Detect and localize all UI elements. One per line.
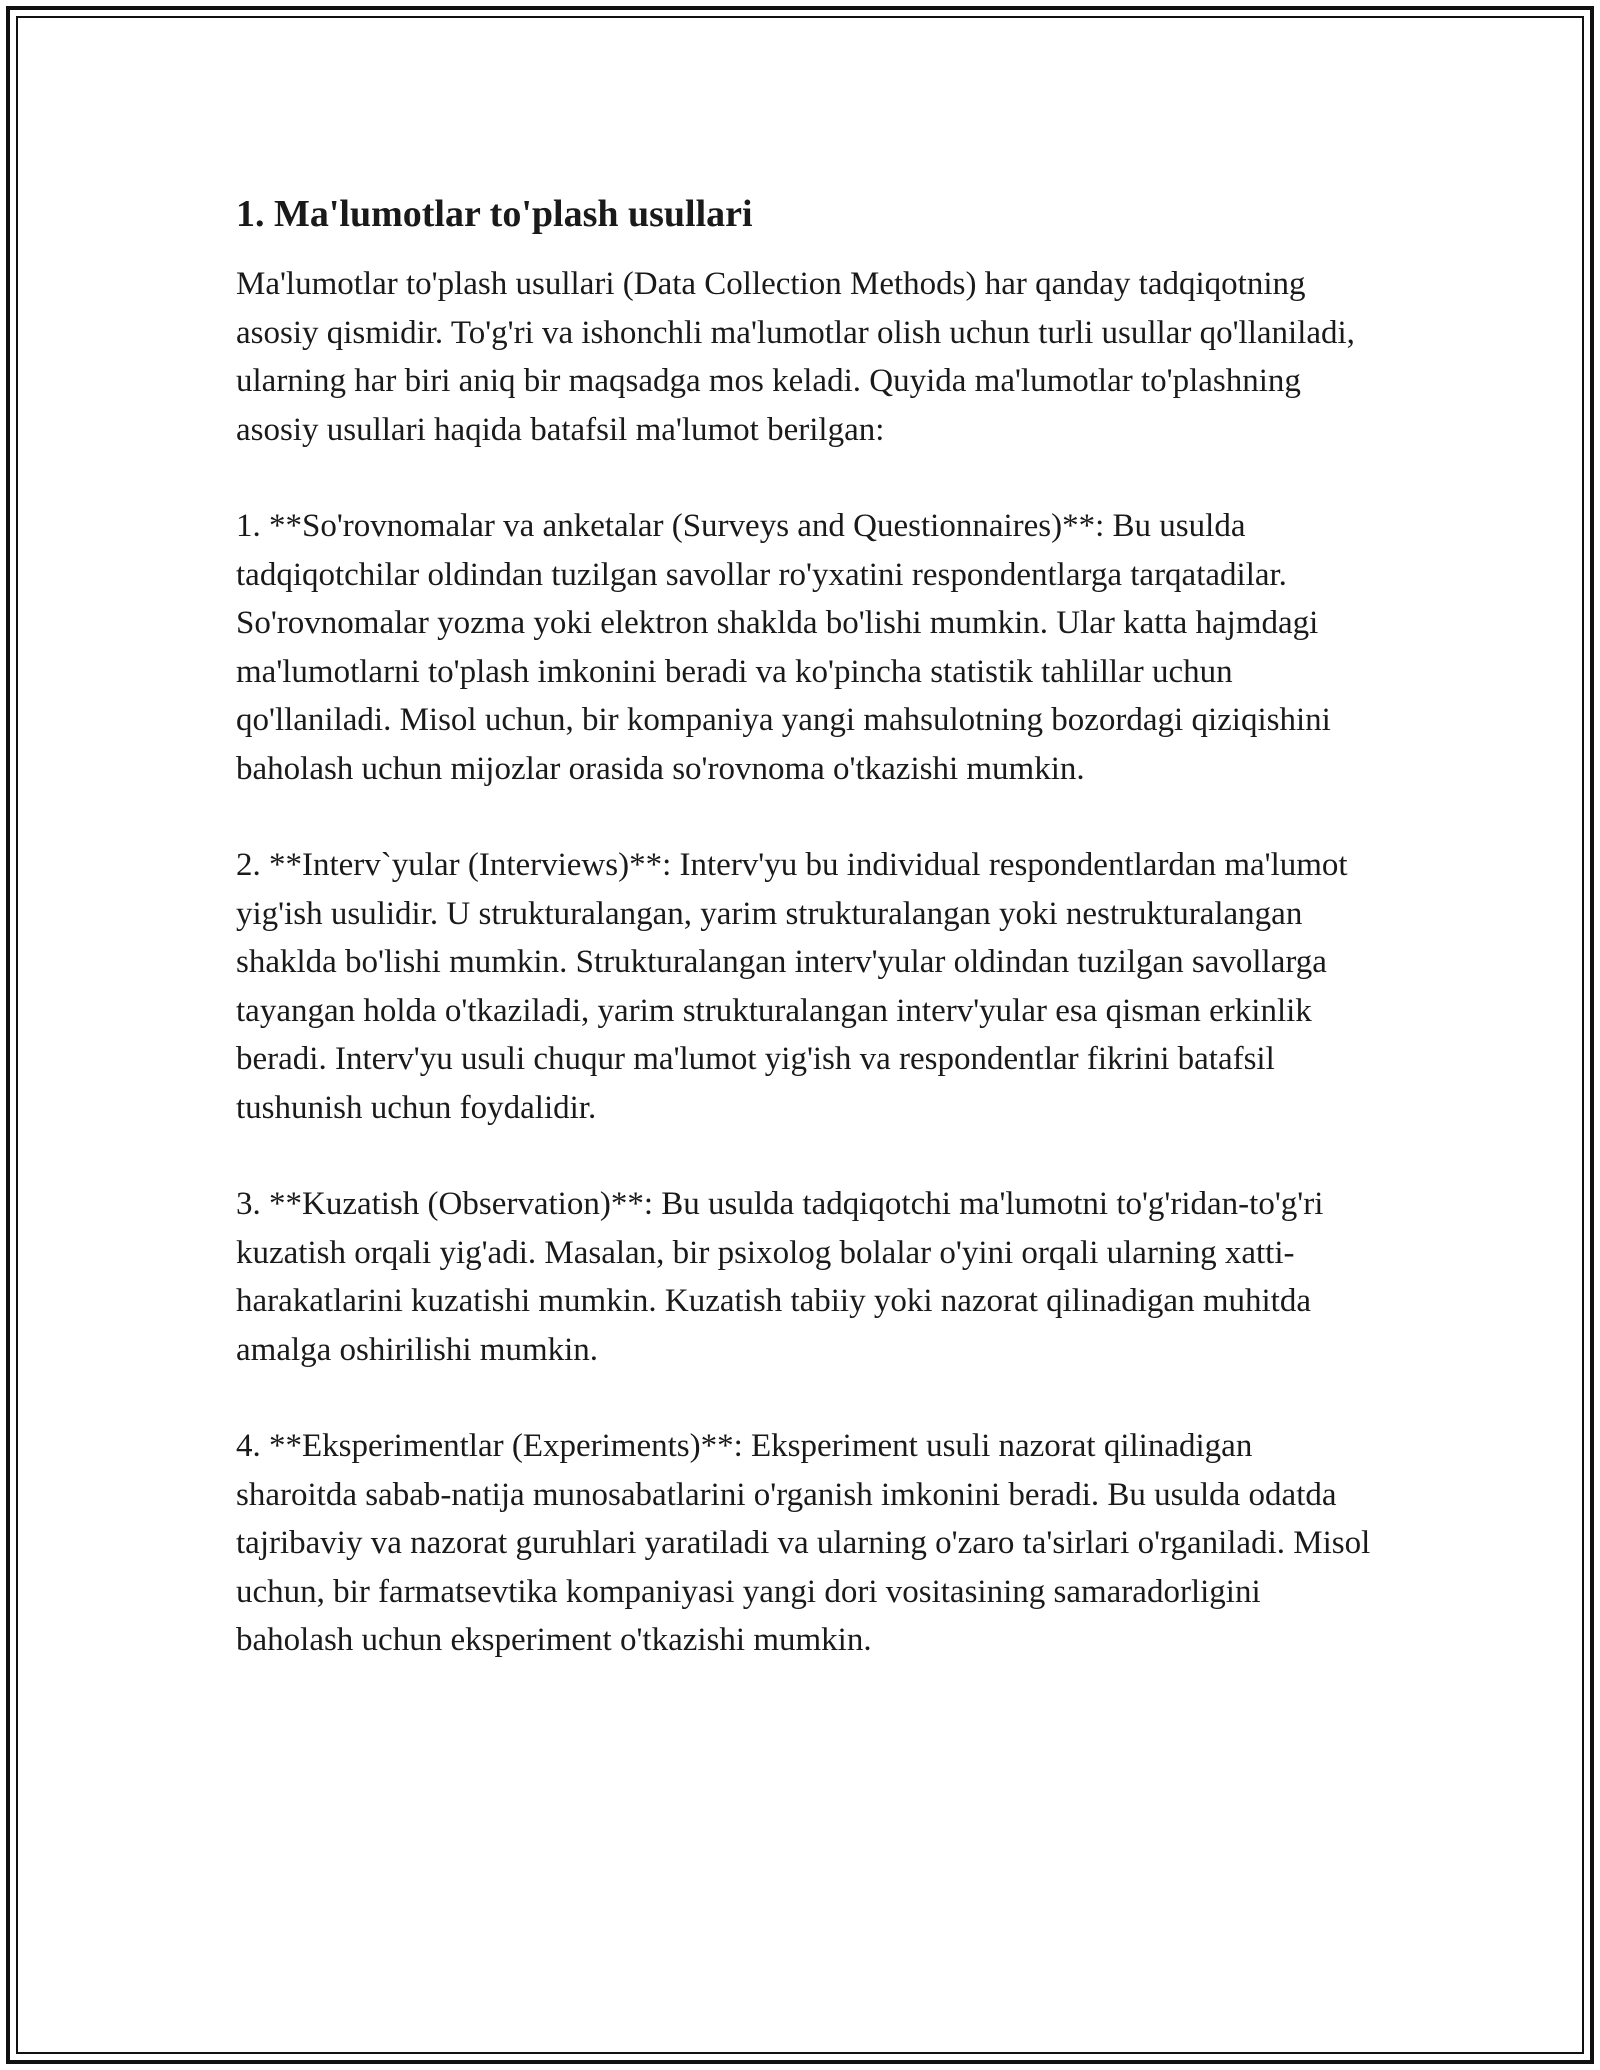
- intro-paragraph: Ma'lumotlar to'plash usullari (Data Collection Methods) har qanday tadqiqotning asosiy qismidir. To'g'ri va ishonchli ma'lumotlar olish uchun turli usullar qo'llaniladi, ularning har biri aniq bir maqsadga mos keladi. Quyida ma'lumotlar to'plashning asosiy usullari haqida batafsil ma'lumot berilgan:: [236, 266, 1355, 448]
- document-title: 1. Ma'lumotlar to'plash usullari: [236, 193, 753, 235]
- list-item-interviews: 2. **Interv`yular (Interviews)**: Interv'yu bu individual respondentlardan ma'lumot yig'ish usulidir. U strukturalangan, yarim strukturalangan yoki nestrukturalangan shaklda bo'lishi mumkin. Strukturalangan interv'yular oldindan tuzilgan savollarga tayangan holda o'tkaziladi, yarim strukturalangan interv'yular esa qisman erkinlik beradi. Interv'yu usuli chuqur ma'lumot yig'ish va respondentlar fikrini batafsil tushunish uchun foydalidir.: [236, 847, 1348, 1126]
- list-item-observation: 3. **Kuzatish (Observation)**: Bu usulda tadqiqotchi ma'lumotni to'g'ridan-to'g'ri kuzatish orqali yig'adi. Masalan, bir psixolog bolalar o'yini orqali ularning xatti-harakatlarini kuzatishi mumkin. Kuzatish tabiiy yoki nazorat qilinadigan muhitda amalga oshirilishi mumkin.: [236, 1186, 1324, 1368]
- list-item-surveys: 1. **So'rovnomalar va anketalar (Surveys and Questionnaires)**: Bu usulda tadqiqotchilar oldindan tuzilgan savollar ro'yxatini respondentlarga tarqatadilar. So'rovnomalar yozma yoki elektron shaklda bo'lishi mumkin. Ular katta hajmdagi ma'lumotlarni to'plash imkonini beradi va ko'pincha statistik tahlillar uchun qo'llaniladi. Misol uchun, bir kompaniya yangi mahsulotning bozordagi qiziqishini baholash uchun mijozlar orasida so'rovnoma o'tkazishi mumkin.: [236, 508, 1331, 787]
- document-body: [236, 186, 1376, 1713]
- list-item-experiments: 4. **Eksperimentlar (Experiments)**: Eksperiment usuli nazorat qilinadigan sharoitda sabab-natija munosabatlarini o'rganish imkonini beradi. Bu usulda odatda tajribaviy va nazorat guruhlari yaratiladi va ularning o'zaro ta'sirlari o'rganiladi. Misol uchun, bir farmatsevtika kompaniyasi yangi dori vositasining samaradorligini baholash uchun eksperiment o'tkazishi mumkin.: [236, 1428, 1371, 1658]
